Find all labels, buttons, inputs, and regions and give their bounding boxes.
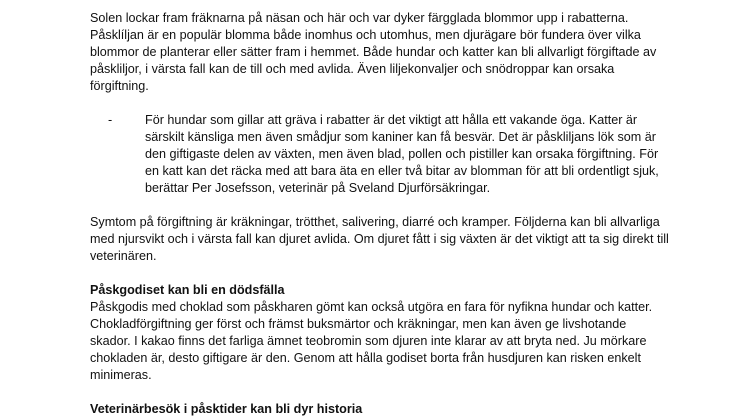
section-heading-easter-candy: Påskgodiset kan bli en dödsfälla [90, 283, 285, 297]
section-heading-vet-visit: Veterinärbesök i påsktider kan bli dyr historia [90, 402, 363, 416]
section-vet-visit [90, 401, 670, 418]
section-easter-candy [90, 282, 670, 384]
bullet-dash: - [108, 113, 113, 127]
intro-paragraph: Solen lockar fram fräknarna på näsan och här och var dyker färgglada blommor upp i rabatterna. Påsklíljan är en populär blomma både inomhus och utomhus, men djurägare bör fundera över vilka blommor de planterar eller sätter fram i hemmet. Både hundar och katter kan bli allvarligt förgiftade av påskliljor, i värsta fall kan de till och med avlida. Även liljekonvaljer och snödroppar kan orsaka förgiftning. [90, 11, 657, 93]
quote-bullet-item [90, 112, 670, 197]
section-body-easter-candy: Påskgodis med choklad som påskharen gömt kan också utgöra en fara för nyfikna hundar och katter. Chokladförgiftning ger först och främst buksmärtor och kräkningar, men kan även ge livshotande skador. I kakao finns det farliga ämnet teobromin som djuren inte klarar av att bryta ned. Ju mörkare chokladen är, desto giftigare är den. Genom att hålla godiset borta från husdjuren kan risken enkelt minimeras. [90, 300, 653, 382]
quote-bullet-text: För hundar som gillar att gräva i rabatter är det viktigt att hålla ett vakande öga. Katter är särskilt känsliga men även smådjur som kaniner kan få besvär. Det är påskliljans lök som är den giftigaste delen av växten, men även blad, pollen och pistiller kan orsaka förgiftning. För en katt kan det räcka med att bara äta en eller två bitar av blomman för att bli ordentligt sjuk, berättar Per Josefsson, veterinär på Sveland Djurförsäkringar. [145, 113, 659, 195]
symptoms-paragraph: Symtom på förgiftning är kräkningar, trötthet, salivering, diarré och kramper. Följderna kan bli allvarliga med njursvikt och i värsta fall kan djuret avlida. Om djuret fått i sig växten är det viktigt att ta sig direkt till veterinären. [90, 215, 669, 263]
document-page [90, 10, 670, 419]
